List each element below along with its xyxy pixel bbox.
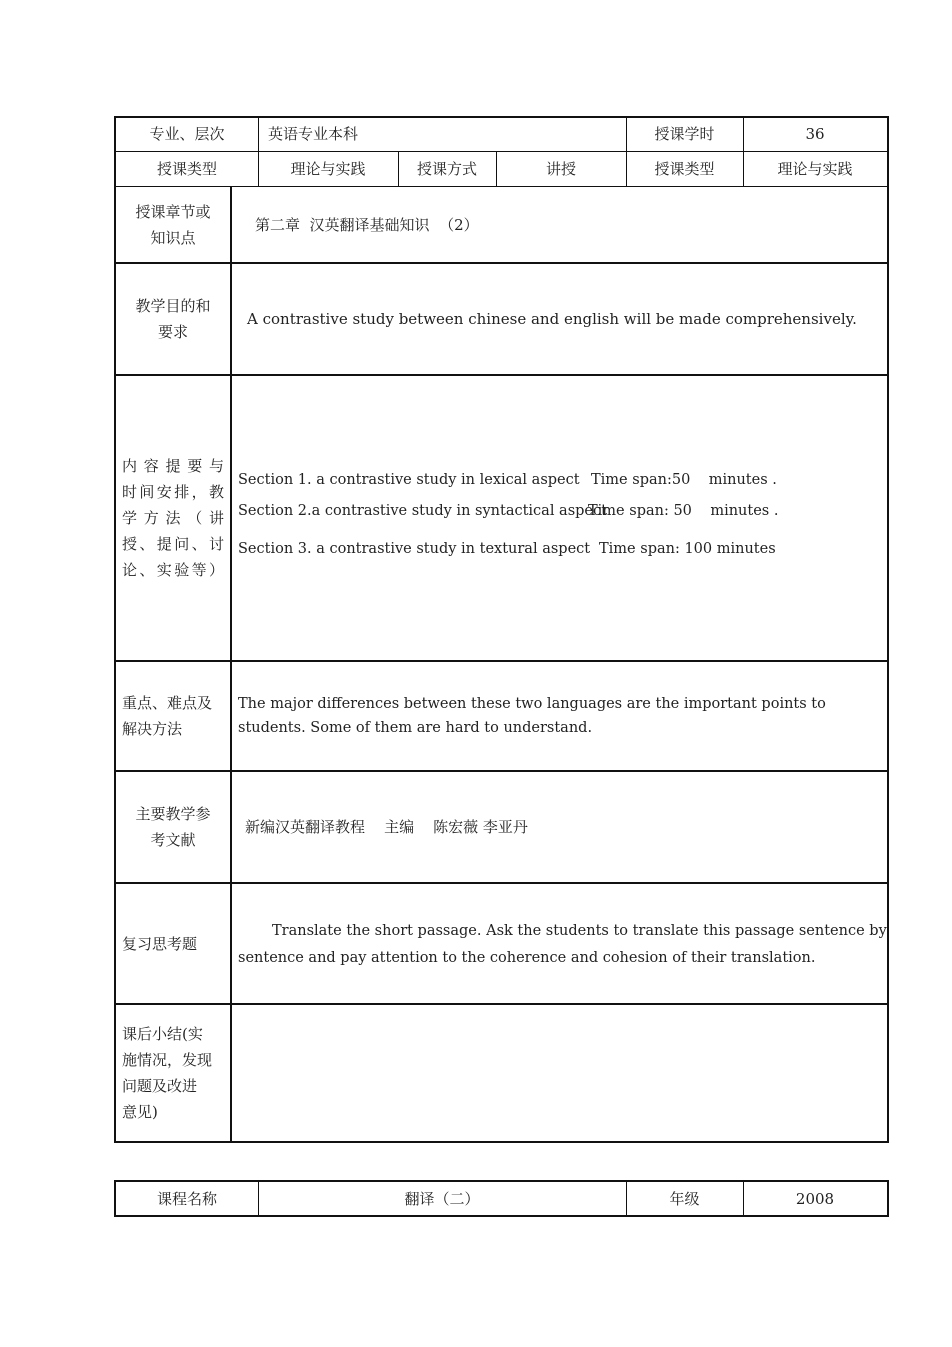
review-label: 复习思考题 [122,934,198,953]
summary-value [238,1005,878,1141]
course-type-label-2: 授课类型 [654,159,715,178]
teaching-hours-label: 授课学时 [654,124,715,143]
major-level-value: 英语专业本科 [268,124,359,143]
teaching-method-value: 讲授 [545,159,576,178]
teaching-method-label: 授课方式 [416,159,477,178]
content-label: 内容提要与 时间安排，教 学方法（讲 授、提问、讨 论、实验等） [122,457,224,579]
chapter-value: 第二章 汉英翻译基础知识 （2） [255,215,479,234]
teaching-hours-value: 36 [805,124,825,143]
goal-value: A contrastive study between chinese and english will be made comprehensively. [247,310,857,328]
review-value: Translate the short passage. Ask the students to translate this passage sentence by sentence and pay attention to the coherence and cohesion of their translation. [238,923,887,966]
course-name-label: 课程名称 [156,1189,217,1208]
grade-label: 年级 [669,1189,700,1208]
major-level-label: 专业、层次 [149,124,225,143]
course-type-label: 授课类型 [156,159,217,178]
section-line: Section 2.a contrastive study in syntactical aspectTime span: 50 minutes . [238,503,779,519]
course-type-value: 理论与实践 [290,159,366,178]
goal-label: 教学目的和 要求 [135,297,211,341]
course-type-value-2: 理论与实践 [777,159,853,178]
section-line: Section 1. a contrastive study in lexical aspect Time span:50 minutes . [238,472,777,488]
section-line: Section 3. a contrastive study in textural aspect Time span: 100 minutes [238,541,776,557]
course-name-value: 翻译（二） [404,1189,480,1208]
grade-value: 2008 [795,1189,835,1208]
summary-label: 课后小结(实 施情况，发现 问题及改进 意见) [122,1025,213,1121]
keypoints-label: 重点、难点及 解决方法 [122,694,213,738]
content-sections [238,468,878,568]
chapter-label: 授课章节或 知识点 [135,202,211,247]
references-value: 新编汉英翻译教程 主编 陈宏薇 李亚丹 [245,818,528,836]
keypoints-value: The major differences between these two languages are the important points to students. Some of them are hard to understand. [238,696,826,736]
references-label: 主要教学参 考文献 [135,805,211,849]
